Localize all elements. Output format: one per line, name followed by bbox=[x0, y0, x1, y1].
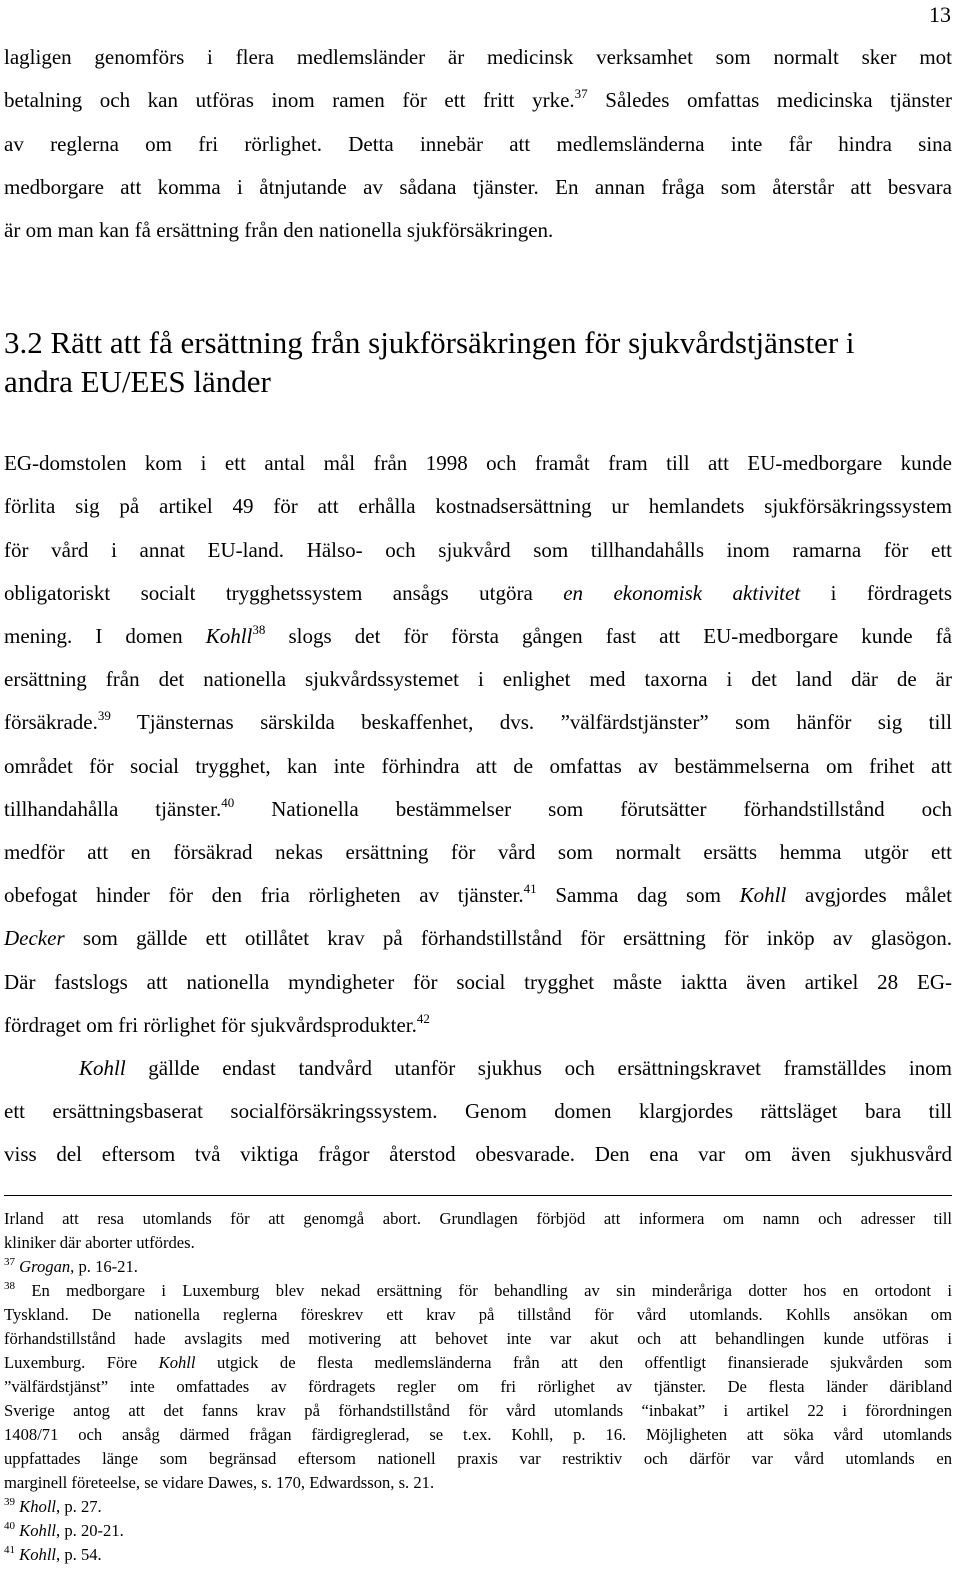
footnote-40: $^{40}$ Kohll, p. 20-21. bbox=[4, 1520, 124, 1540]
footnote-line: uppfattades länge som begränsad eftersom nationell praxis var restriktiv och därför var vård utomlands en bbox=[4, 1449, 952, 1468]
heading-line: 3.2 Rätt att få ersättning från sjukförsäkringen för sjukvårdstjänster i bbox=[4, 325, 855, 360]
body-line: lagligen genomförs i flera medlemsländer är medicinsk verksamhet som normalt sker mot bbox=[4, 45, 952, 69]
body-line: ersättning från det nationella sjukvårdssystemet i enlighet med taxorna i det land där de är bbox=[4, 667, 952, 691]
footnote-line: förhandstillstånd hade avslagits med motivering att behovet inte var akut och att behandlingen kunde utföras i bbox=[4, 1329, 952, 1348]
footnote-39: $^{39}$ Kholl, p. 27. bbox=[4, 1496, 102, 1516]
body-line: försäkrade.$^{39}$ Tjänsternas särskilda beskaffenhet, dvs. ”välfärdstjänster” som hänför sig till bbox=[4, 708, 952, 734]
footnote-separator bbox=[4, 1195, 952, 1196]
body-line: obligatoriskt socialt trygghetssystem ansågs utgöra en ekonomisk aktivitet i fördragets bbox=[4, 581, 953, 605]
page-number: 13 bbox=[929, 2, 951, 27]
body-line: Kohll gällde endast tandvård utanför sjukhus och ersättningskravet framställdes inom bbox=[79, 1056, 952, 1080]
footnote-line: ”välfärdstjänst” inte omfattades av fördragets regler om fri rörlighet av tjänster. De flesta länder däribland bbox=[4, 1377, 952, 1396]
case-name: Decker bbox=[4, 926, 65, 950]
body-line: EG-domstolen kom i ett antal mål från 1998 och framåt fram till att EU-medborgare kunde bbox=[4, 451, 952, 475]
footnote-37: $^{37}$ Grogan, p. 16-21. bbox=[4, 1256, 138, 1276]
footnote-41: $^{41}$ Kohll, p. 54. bbox=[4, 1544, 102, 1564]
case-name: Kohll bbox=[739, 883, 787, 907]
footnote-line: 1408/71 och ansåg därmed frågan färdigreglerad, se t.ex. Kohll, p. 16. Möjligheten att söka vård utomlands bbox=[4, 1425, 952, 1444]
body-line: mening. I domen Kohll$^{38}$ slogs det för första gången fast att EU-medborgare kunde få bbox=[4, 622, 952, 648]
footnote-ref: 41 bbox=[523, 881, 537, 896]
body-line: är om man kan få ersättning från den nationella sjukförsäkringen. bbox=[4, 218, 554, 242]
body-line: ett ersättningsbaserat socialförsäkringssystem. Genom domen klargjordes rättsläget bara till bbox=[4, 1099, 952, 1123]
footnote-ref: 39 bbox=[97, 708, 111, 723]
footnote-line: Sverige antog att det fanns krav på förhandstillstånd för vård utomlands “inbakat” i artikel 22 i förordningen bbox=[4, 1401, 952, 1420]
body-line: av reglerna om fri rörlighet. Detta innebär att medlemsländerna inte får hindra sina bbox=[4, 132, 952, 156]
footnote-ref: 40 bbox=[221, 795, 235, 810]
body-line: medborgare att komma i åtnjutande av sådana tjänster. En annan fråga som återstår att besvara bbox=[4, 175, 952, 199]
case-name: Kohll bbox=[79, 1056, 126, 1080]
footnote-ref: 37 bbox=[574, 86, 588, 101]
body-line: Där fastslogs att nationella myndigheter för social trygghet måste iaktta även artikel 28 EG- bbox=[4, 970, 952, 994]
footnote-line: marginell företeelse, se vidare Dawes, s. 170, Edwardsson, s. 21. bbox=[4, 1473, 435, 1492]
heading-line: andra EU/EES länder bbox=[4, 364, 271, 399]
body-line: betalning och kan utföras inom ramen för ett fritt yrke.$^{37}$ Således omfattas medicinska tjänster bbox=[4, 86, 952, 112]
footnote-ref: 38 bbox=[252, 622, 266, 637]
footnote-line: Tyskland. De nationella reglerna föreskrev ett krav på tillstånd för vård utomlands. Kohlls ansökan om bbox=[4, 1305, 952, 1324]
body-line: medför att en försäkrad nekas ersättning för vård som normalt ersätts hemma utgör ett bbox=[4, 840, 952, 864]
body-line: Decker som gällde ett otillåtet krav på förhandstillstånd för ersättning för inköp av glasögon. bbox=[4, 926, 952, 950]
body-line: fördraget om fri rörlighet för sjukvårdsprodukter.$^{42}$ bbox=[4, 1011, 430, 1037]
body-line: obefogat hinder för den fria rörligheten av tjänster.$^{41}$ Samma dag som Kohll avgjordes målet bbox=[4, 881, 952, 907]
footnote-ref: 42 bbox=[416, 1011, 430, 1026]
body-line: för vård i annat EU-land. Hälso- och sjukvård som tillhandahålls inom ramarna för ett bbox=[4, 538, 952, 562]
footnote-line: Irland att resa utomlands för att genomgå abort. Grundlagen förbjöd att informera om namn och adresser till bbox=[4, 1209, 952, 1228]
case-name: Kohll bbox=[205, 624, 253, 648]
body-line: området för social trygghet, kan inte förhindra att de omfattas av bestämmelserna om frihet att bbox=[4, 754, 952, 778]
body-line: viss del eftersom två viktiga frågor återstod obesvarade. Den ena var om även sjukhusvård bbox=[4, 1142, 952, 1166]
footnote-line: kliniker där aborter utfördes. bbox=[4, 1233, 195, 1252]
footnote-line: Luxemburg. Före Kohll utgick de flesta medlemsländerna från att den offentligt finansierade sjukvården som bbox=[4, 1353, 953, 1372]
footnote-38: $^{38}$ En medborgare i Luxemburg blev nekad ersättning för behandling av sin minderåriga dotter hos en ortodont i bbox=[4, 1280, 952, 1300]
emphasis: en ekonomisk aktivitet bbox=[563, 581, 801, 605]
body-line: tillhandahålla tjänster.$^{40}$ Nationella bestämmelser som förutsätter förhandstillstånd och bbox=[4, 795, 952, 821]
body-line: förlita sig på artikel 49 för att erhålla kostnadsersättning ur hemlandets sjukförsäkringssystem bbox=[4, 494, 952, 518]
